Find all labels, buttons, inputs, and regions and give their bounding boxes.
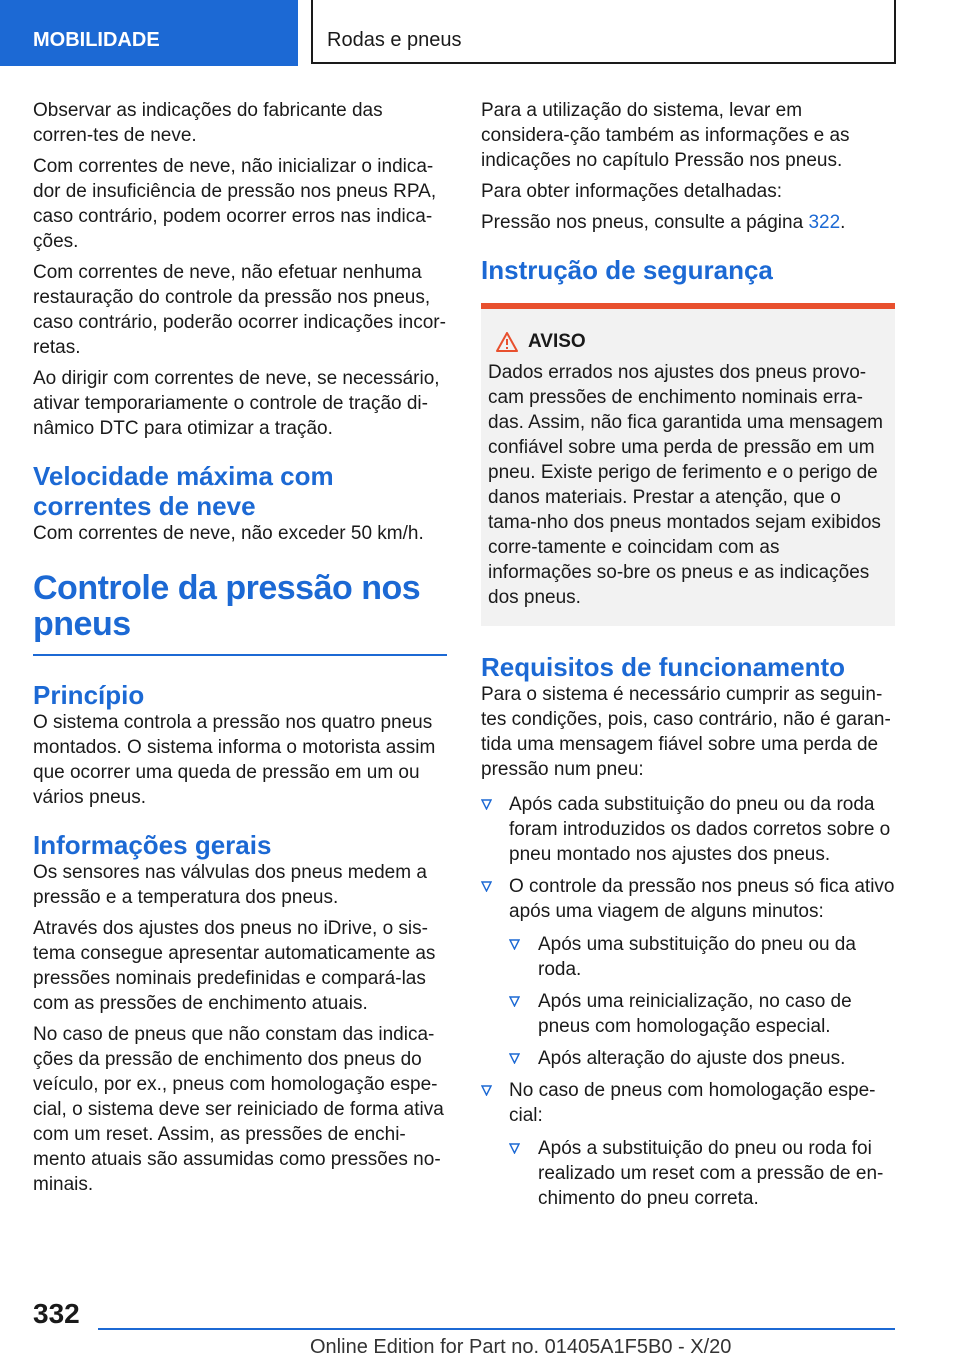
chapter-title: Rodas e pneus	[311, 0, 896, 64]
list-item: Após uma substituição do pneu ou da roda.	[509, 932, 895, 982]
triangle-bullet-icon	[509, 996, 520, 1007]
paragraph: Ao dirigir com correntes de neve, se necessário, ativar temporariamente o controle de tração di-nâmico DTC para otimizar a tração.	[33, 368, 440, 439]
footer-rule	[98, 1328, 895, 1330]
edition-text: Online Edition for Part no. 01405A1F5B0 - X/20	[310, 1336, 732, 1358]
list-item: Após a substituição do pneu ou roda foi realizado um reset com a pressão de en-chimento do pneu correta.	[509, 1136, 895, 1211]
page-reference-suffix: .	[840, 212, 846, 233]
page-number: 332	[33, 1298, 80, 1329]
list-item: No caso de pneus com homologação espe-cial: Após a substituição do pneu ou roda foi realizado um reset com a pressão de en-chimento do pneu correta.	[481, 1078, 895, 1211]
sub-list	[509, 932, 895, 1071]
triangle-bullet-icon	[509, 1053, 520, 1064]
warning-title: AVISO	[528, 331, 586, 352]
paragraph: No caso de pneus que não constam das indica-ções da pressão de enchimento dos pneus do veículo, por ex., pneus com homologação espe-cial, o sistema deve ser reiniciado de forma ativa com um reset. Assim, as pressões de enchi-mento atuais são assumidas como pressões no-minais.	[33, 1024, 444, 1195]
list-item: Após uma reinicialização, no caso de pneus com homologação especial.	[509, 989, 895, 1039]
triangle-bullet-icon	[481, 1085, 492, 1096]
list-item: Após cada substituição do pneu ou da roda foram introduzidos os dados corretos sobre o pneu montado nos ajustes dos pneus.	[481, 792, 895, 867]
paragraph: Para o sistema é necessário cumprir as seguin-tes condições, pois, caso contrário, não é garan-tida uma mensagem fiável sobre uma perda de pressão num pneu:	[481, 684, 891, 780]
list-item: Após alteração do ajuste dos pneus.	[509, 1046, 895, 1071]
page-header	[0, 0, 960, 66]
heading-rule	[33, 654, 447, 656]
triangle-bullet-icon	[481, 881, 492, 892]
right-column	[481, 98, 895, 1218]
paragraph: Observar as indicações do fabricante das corren-tes de neve.	[33, 100, 383, 146]
page-link[interactable]: 322	[808, 212, 841, 233]
paragraph: Os sensores nas válvulas dos pneus medem a pressão e a temperatura dos pneus.	[33, 862, 427, 908]
paragraph: Com correntes de neve, não exceder 50 km/h.	[33, 523, 424, 544]
section-tab: MOBILIDADE	[0, 0, 298, 66]
triangle-bullet-icon	[509, 1143, 520, 1154]
sub-list	[509, 1136, 895, 1211]
warning-box	[481, 303, 895, 626]
left-column	[33, 98, 447, 1203]
paragraph: Para obter informações detalhadas:	[481, 181, 783, 202]
paragraph: Com correntes de neve, não inicializar o indica-dor de insuficiência de pressão nos pneus RPA, caso contrário, podem ocorrer erros nas indica-ções.	[33, 156, 437, 252]
paragraph: Através dos ajustes dos pneus no iDrive, o sis-tema consegue apresentar automaticamente as pressões nominais predefinidas e compará-las com as pressões de enchimento atuais.	[33, 918, 436, 1014]
list-item: O controle da pressão nos pneus só fica ativo após uma viagem de alguns minutos: Após uma substituição do pneu ou da roda. Após uma reinicialização, no caso de pneus com homologação especial. Após alteração do ajuste dos pneus.	[481, 874, 895, 1071]
warning-text: Dados errados nos ajustes dos pneus provo-cam pressões de enchimento nominais erra-das. Assim, não fica garantida uma mensagem confiável sobre uma perda de pressão em um pneu. Existe perigo de ferimento e o perigo de danos materiais. Prestar a atenção, que o tama-nho dos pneus montados sejam exibidos corre-tamente e coincidam com as informações so-bre os pneus e as indicações dos pneus.	[488, 362, 883, 608]
paragraph: Com correntes de neve, não efetuar nenhuma restauração do controle da pressão nos pneus, caso contrário, poderão ocorrer indicações incor-retas.	[33, 262, 446, 358]
requirements-list	[481, 792, 895, 1211]
paragraph: Para a utilização do sistema, levar em considera-ção também as informações e as indicações no capítulo Pressão nos pneus.	[481, 100, 850, 171]
heading-requirements: Requisitos de funcionamento	[481, 652, 846, 682]
triangle-bullet-icon	[481, 799, 492, 810]
heading-pressure-control: Controle da pressão nos pneus	[33, 569, 421, 643]
page-reference-text: Pressão nos pneus, consulte a página	[481, 212, 809, 233]
paragraph	[481, 210, 895, 235]
heading-general-info: Informações gerais	[33, 830, 272, 860]
heading-max-speed: Velocidade máxima com correntes de neve	[33, 461, 334, 521]
warning-triangle-icon	[496, 332, 518, 352]
paragraph: O sistema controla a pressão nos quatro pneus montados. O sistema informa o motorista assim que ocorrer uma queda de pressão em um ou vários pneus.	[33, 712, 436, 808]
heading-principle: Princípio	[33, 680, 145, 710]
heading-safety: Instrução de segurança	[481, 255, 773, 285]
triangle-bullet-icon	[509, 939, 520, 950]
